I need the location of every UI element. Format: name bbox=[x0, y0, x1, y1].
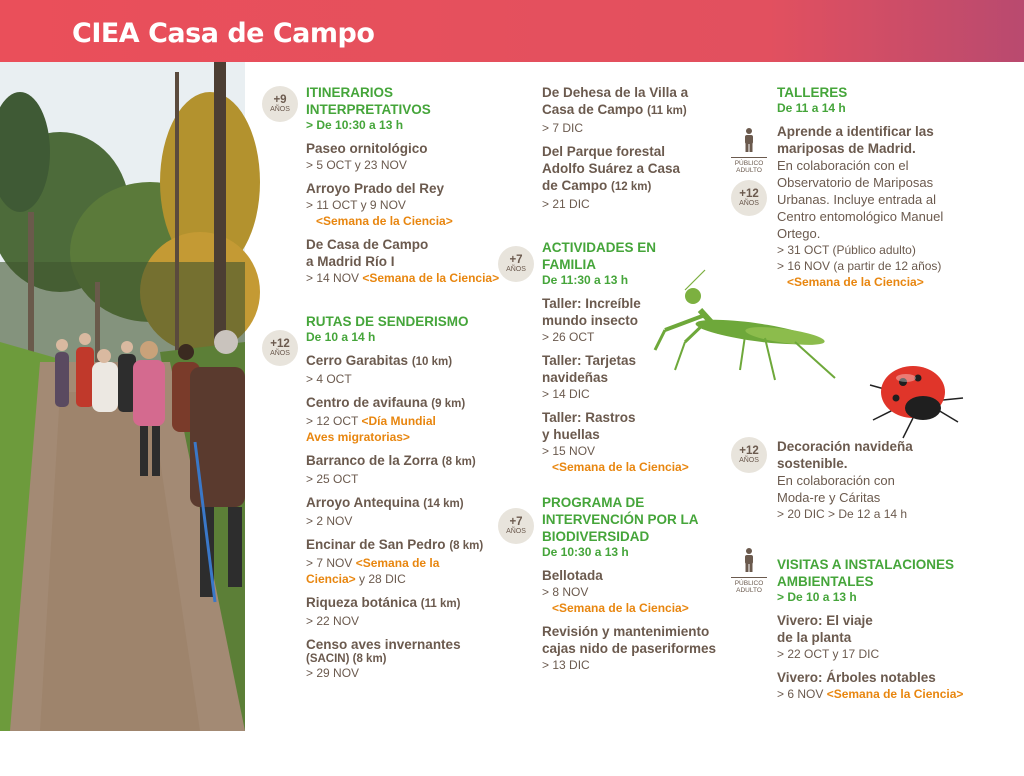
event-name: Vivero: El viaje de la planta bbox=[777, 613, 873, 645]
event-item bbox=[542, 623, 722, 673]
event-item bbox=[306, 494, 511, 529]
event-tag: <Día Mundial Aves migratorias> bbox=[306, 414, 436, 444]
event-date: > 31 OCT (Público adulto) bbox=[777, 243, 916, 257]
event-name: Barranco de la Zorra bbox=[306, 453, 439, 468]
event-distance: (8 km) bbox=[449, 540, 484, 552]
section-title-itinerarios: ITINERARIOS INTERPRETATIVOS bbox=[306, 85, 431, 117]
event-date: > 7 DIC bbox=[542, 121, 584, 135]
age-badge-number: +7 bbox=[509, 254, 523, 266]
age-badge-label: AÑOS bbox=[270, 106, 290, 113]
event-item bbox=[542, 352, 642, 402]
event-date: > 11 OCT y 9 NOV bbox=[306, 198, 406, 212]
section-time: De 11:30 a 13 h bbox=[542, 273, 629, 287]
event-tag: <Semana de la Ciencia> bbox=[362, 271, 500, 285]
event-distance: (14 km) bbox=[423, 498, 464, 510]
event-distance: (SACIN) (8 km) bbox=[306, 653, 387, 665]
ladybug-illustration bbox=[868, 360, 968, 440]
event-name: Aprende a identificar las mariposas de Madrid. bbox=[777, 124, 934, 156]
event-name: Paseo ornitológico bbox=[306, 141, 428, 156]
event-item bbox=[306, 536, 511, 587]
event-name: Revisión y mantenimiento cajas nido de paseriformes bbox=[542, 624, 717, 656]
event-tag: <Semana de la Ciencia> bbox=[306, 556, 440, 586]
event-distance: (9 km) bbox=[431, 398, 466, 410]
section-title-rutas: RUTAS DE SENDERISMO bbox=[306, 314, 469, 329]
age-badge-label: AÑOS bbox=[506, 266, 526, 273]
event-distance: (12 km) bbox=[611, 181, 652, 193]
age-badge-7 bbox=[498, 508, 534, 544]
hikers-photo-illustration bbox=[0, 62, 245, 731]
section-time: > De 10 a 13 h bbox=[777, 590, 857, 604]
event-tag: <Semana de la Ciencia> bbox=[316, 214, 453, 228]
event-name: Riqueza botánica bbox=[306, 595, 418, 610]
event-date: > 5 OCT y 23 NOV bbox=[306, 158, 407, 172]
age-badge-label: AÑOS bbox=[739, 200, 759, 207]
event-date: > 6 NOV bbox=[777, 687, 824, 701]
section-time: De 10:30 a 13 h bbox=[542, 545, 629, 559]
age-badge-12 bbox=[731, 180, 767, 216]
age-badge-12 bbox=[731, 437, 767, 473]
event-name: Decoración navideña sostenible. bbox=[777, 439, 913, 471]
event-item bbox=[306, 594, 511, 629]
event-distance: (11 km) bbox=[420, 598, 461, 610]
event-date: > 4 OCT bbox=[306, 372, 352, 386]
event-item bbox=[306, 140, 511, 173]
event-date: > 12 OCT bbox=[306, 414, 359, 428]
event-date: > 2 NOV bbox=[306, 514, 353, 528]
event-item bbox=[777, 123, 967, 290]
section-title-familia: ACTIVIDADES EN FAMILIA bbox=[542, 240, 657, 272]
event-tag: <Semana de la Ciencia> bbox=[552, 460, 689, 474]
age-badge-number: +12 bbox=[270, 338, 290, 350]
event-date: > 21 DIC bbox=[542, 197, 590, 211]
event-item bbox=[306, 452, 511, 487]
event-name: Taller: Rastros y huellas bbox=[542, 410, 636, 442]
age-badge-label: AÑOS bbox=[506, 528, 526, 535]
event-distance: (11 km) bbox=[647, 105, 687, 117]
page-number: 10 bbox=[14, 760, 30, 776]
event-name: Vivero: Árboles notables bbox=[777, 670, 936, 685]
section-title-visitas: VISITAS A INSTALACIONES AMBIENTALES bbox=[777, 557, 955, 589]
event-item bbox=[306, 180, 511, 229]
event-item bbox=[542, 84, 722, 136]
age-badge-12 bbox=[262, 330, 298, 366]
age-badge-number: +7 bbox=[509, 516, 523, 528]
section-time: De 11 a 14 h bbox=[777, 101, 846, 115]
event-date: > 25 OCT bbox=[306, 472, 359, 486]
section-title-talleres: TALLERES bbox=[777, 85, 848, 100]
event-date: > 16 NOV (a partir de 12 años) bbox=[777, 259, 942, 273]
page-title: CIEA Casa de Campo bbox=[72, 18, 375, 49]
event-name: Censo aves invernantes bbox=[306, 637, 461, 652]
age-badge-number: +12 bbox=[739, 445, 759, 457]
age-badge-9 bbox=[262, 86, 298, 122]
event-name: Encinar de San Pedro bbox=[306, 537, 446, 552]
event-item bbox=[777, 612, 887, 662]
event-date: > 22 NOV bbox=[306, 614, 360, 628]
event-tag: <Semana de la Ciencia> bbox=[552, 601, 689, 615]
section-visitas bbox=[777, 556, 967, 709]
event-name: Cerro Garabitas bbox=[306, 353, 409, 368]
event-tag: <Semana de la Ciencia> bbox=[826, 687, 964, 701]
event-description: En colaboración con Moda-re y Cáritas bbox=[777, 473, 895, 505]
person-icon bbox=[742, 548, 756, 572]
event-name: Bellotada bbox=[542, 568, 603, 583]
event-date: > 14 DIC bbox=[542, 387, 590, 401]
column-1 bbox=[306, 84, 511, 688]
event-item bbox=[542, 143, 687, 212]
event-description: En colaboración con el Observatorio de Mariposas Urbanas. Incluye entrada al Centro entomológico Manuel Ortego. bbox=[777, 158, 944, 241]
age-badge-label: AÑOS bbox=[739, 457, 759, 464]
event-item bbox=[542, 295, 642, 345]
event-name: De Casa de Campo a Madrid Río I bbox=[306, 237, 429, 269]
event-name: Arroyo Antequina bbox=[306, 495, 420, 510]
event-name: Taller: Increíble mundo insecto bbox=[542, 296, 641, 328]
adult-public-label: PÚBLICO ADULTO bbox=[731, 577, 767, 594]
section-time: > De 10:30 a 13 h bbox=[306, 118, 404, 132]
section-title-programa: PROGRAMA DE INTERVENCIÓN POR LA BIODIVERSIDAD bbox=[542, 495, 699, 544]
event-date: > 14 NOV bbox=[306, 271, 360, 285]
age-badge-label: AÑOS bbox=[270, 350, 290, 357]
event-date: > 13 DIC bbox=[542, 658, 590, 672]
event-decoracion bbox=[777, 438, 957, 522]
event-date: > 29 NOV bbox=[306, 666, 360, 680]
event-name: Del Parque forestal Adolfo Suárez a Casa de Campo bbox=[542, 144, 681, 193]
event-item bbox=[306, 352, 511, 387]
age-badge-7 bbox=[498, 246, 534, 282]
event-name: Centro de avifauna bbox=[306, 395, 428, 410]
event-date: > 15 NOV bbox=[542, 444, 596, 458]
event-item bbox=[777, 669, 967, 702]
hikers-photo bbox=[0, 62, 245, 776]
event-date: > 26 OCT bbox=[542, 330, 595, 344]
event-date: > 7 NOV bbox=[306, 556, 353, 570]
event-item bbox=[306, 236, 511, 286]
event-name: Arroyo Prado del Rey bbox=[306, 181, 445, 196]
event-date: > 8 NOV bbox=[542, 585, 589, 599]
adult-public-badge bbox=[731, 128, 767, 174]
adult-public-label: PÚBLICO ADULTO bbox=[731, 157, 767, 174]
event-date: > 22 OCT y 17 DIC bbox=[777, 647, 880, 661]
person-icon bbox=[742, 128, 756, 152]
event-item bbox=[542, 409, 722, 475]
event-date: > 20 DIC > De 12 a 14 h bbox=[777, 507, 908, 521]
section-time: De 10 a 14 h bbox=[306, 330, 376, 344]
age-badge-number: +9 bbox=[273, 94, 287, 106]
event-item bbox=[306, 636, 511, 681]
column-3 bbox=[777, 84, 967, 297]
adult-public-badge bbox=[731, 548, 767, 594]
event-item bbox=[542, 567, 722, 616]
event-date-extra: y 28 DIC bbox=[359, 572, 406, 586]
event-distance: (10 km) bbox=[411, 356, 453, 368]
event-distance: (8 km) bbox=[441, 456, 476, 468]
page-header bbox=[0, 0, 1024, 62]
event-name: De Dehesa de la Villa a Casa de Campo bbox=[542, 85, 689, 117]
event-tag: <Semana de la Ciencia> bbox=[787, 275, 924, 289]
age-badge-number: +12 bbox=[739, 188, 759, 200]
event-name: Taller: Tarjetas navideñas bbox=[542, 353, 637, 385]
event-item bbox=[306, 394, 511, 445]
